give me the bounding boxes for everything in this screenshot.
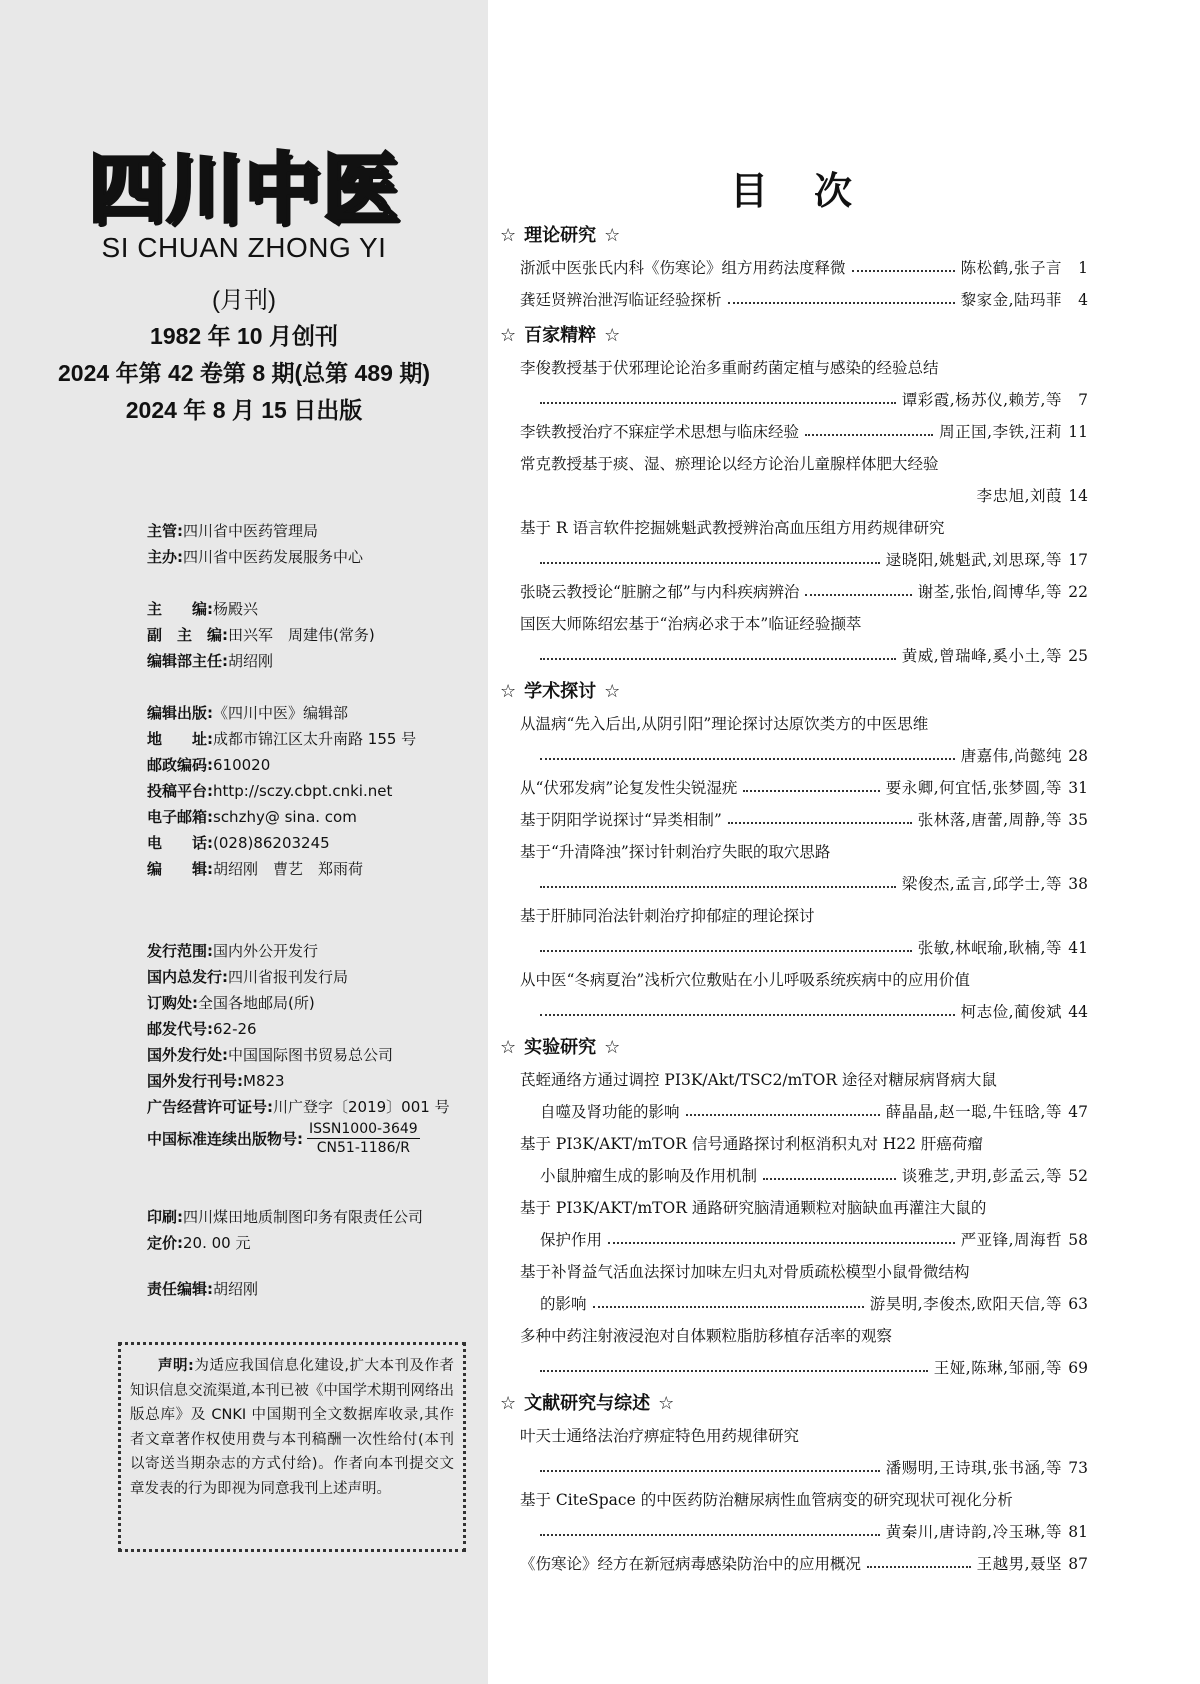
staff-row	[147, 752, 416, 778]
page-number: 41	[1068, 939, 1088, 957]
staff-row	[147, 1016, 450, 1042]
staff-row	[147, 1276, 258, 1302]
star-icon: ☆	[658, 1393, 675, 1414]
staff-row	[147, 1068, 450, 1094]
staff-value: 62-26	[213, 1020, 257, 1038]
article-title: 浙派中医张氏内科《伤寒论》组方用药法度释微	[520, 259, 846, 277]
dot-leader	[593, 1306, 864, 1308]
article-authors: 要永卿,何宜恬,张梦圆,等	[885, 779, 1062, 797]
article-title: 基于阴阳学说探讨“异类相制”	[520, 811, 722, 829]
article-authors: 潘赐明,王诗琪,张书涵,等	[885, 1459, 1062, 1477]
star-icon: ☆	[604, 681, 621, 702]
page-number: 35	[1068, 811, 1088, 829]
page-number: 25	[1068, 647, 1088, 665]
article-title: 基于 PI3K/AKT/mTOR 信号通路探讨利枢消积丸对 H22 肝癌荷瘤	[520, 1135, 983, 1153]
article-title: 《伤寒论》经方在新冠病毒感染防治中的应用概况	[520, 1555, 862, 1573]
page-number: 52	[1068, 1167, 1088, 1185]
staff-row	[147, 856, 416, 882]
staff-label: 印刷:	[147, 1208, 183, 1226]
publication-date: 2024 年 8 月 15 日出版	[125, 397, 363, 423]
section-name: 百家精粹	[524, 325, 597, 346]
article-authors: 梁俊杰,孟言,邱学士,等	[901, 875, 1062, 893]
masthead-panel	[0, 0, 488, 1684]
staff-group-distribution	[147, 938, 450, 1157]
section-name: 理论研究	[524, 225, 597, 246]
toc-entry-line[interactable]	[500, 1128, 1088, 1160]
page-number: 22	[1068, 583, 1088, 601]
toc-entry-line[interactable]	[500, 284, 1088, 316]
staff-row	[147, 596, 375, 622]
std-fraction	[307, 1120, 420, 1157]
toc-entry-line[interactable]	[500, 252, 1088, 284]
notice-label: 声明:	[158, 1358, 194, 1374]
staff-label: 邮发代号:	[147, 1020, 213, 1038]
staff-value: 四川省中医药管理局	[183, 522, 319, 540]
page-number: 73	[1068, 1459, 1088, 1477]
toc-entry-line[interactable]	[500, 836, 1088, 868]
article-title: 从温病“先入后出,从阴引阳”理论探讨达原饮类方的中医思维	[520, 715, 929, 733]
std-label: 中国标准连续出版物号:	[147, 1129, 303, 1148]
section-name: 学术探讨	[524, 681, 597, 702]
page-number: 17	[1068, 551, 1088, 569]
dot-leader	[743, 790, 879, 792]
article-authors: 谈雅芝,尹玥,彭孟云,等	[901, 1167, 1062, 1185]
article-authors: 李忠旭,刘葭	[976, 487, 1062, 505]
founded-date: 1982 年 10 月创刊	[150, 323, 338, 349]
page-number: 87	[1068, 1555, 1088, 1573]
article-authors: 薛晶晶,赵一聪,牛钰晗,等	[885, 1103, 1062, 1121]
toc-entry-line[interactable]	[500, 1452, 1088, 1484]
copyright-notice	[118, 1342, 466, 1552]
article-title: 的影响	[540, 1295, 587, 1313]
toc-entry-line[interactable]	[500, 1224, 1088, 1256]
staff-label: 国内总发行:	[147, 968, 228, 986]
staff-label: 主办:	[147, 548, 183, 566]
toc-entry-line[interactable]	[500, 1096, 1088, 1128]
dot-leader	[805, 594, 911, 596]
issn: ISSN1000-3649	[309, 1121, 418, 1137]
article-authors: 严亚锋,周海哲	[960, 1231, 1062, 1249]
star-icon: ☆	[500, 325, 517, 346]
staff-label: 投稿平台:	[147, 782, 213, 800]
article-title: 从“伏邪发病”论复发性尖锐湿疣	[520, 779, 738, 797]
staff-row	[147, 990, 450, 1016]
toc-entry-line[interactable]	[500, 416, 1088, 448]
toc-section-heading	[500, 220, 1088, 252]
dot-leader	[540, 1370, 928, 1372]
article-authors: 周正国,李铁,汪莉	[939, 423, 1062, 441]
article-authors: 唐嘉伟,尚懿纯	[960, 747, 1062, 765]
toc-entry-line[interactable]	[500, 544, 1088, 576]
toc-entry-line[interactable]	[500, 480, 1088, 512]
toc-entry-line[interactable]	[500, 1420, 1088, 1452]
staff-value: 四川省报刊发行局	[228, 968, 349, 986]
page-number: 1	[1078, 259, 1088, 277]
toc-section-heading	[500, 1032, 1088, 1064]
page-number: 11	[1068, 423, 1088, 441]
article-authors: 张林落,唐蕾,周静,等	[917, 811, 1062, 829]
article-authors: 柯志俭,蔺俊斌	[960, 1003, 1062, 1021]
toc-entry-line[interactable]	[500, 964, 1088, 996]
staff-label: 邮政编码:	[147, 756, 213, 774]
page-number: 14	[1068, 487, 1088, 505]
article-authors: 张敏,林岷瑜,耿楠,等	[917, 939, 1062, 957]
staff-label: 订购处:	[147, 994, 198, 1012]
page-number: 58	[1068, 1231, 1088, 1249]
staff-value: 《四川中医》编辑部	[213, 704, 349, 722]
staff-label: 广告经营许可证号:	[147, 1098, 273, 1116]
toc-entry-line[interactable]	[500, 512, 1088, 544]
toc-entry-line[interactable]	[500, 900, 1088, 932]
staff-value: M823	[243, 1072, 285, 1090]
toc-entry-line[interactable]	[500, 640, 1088, 672]
staff-row	[147, 518, 363, 544]
toc-entry-line[interactable]	[500, 1548, 1088, 1580]
article-authors: 王越男,聂坚	[976, 1555, 1062, 1573]
staff-row	[147, 830, 416, 856]
dot-leader	[763, 1178, 896, 1180]
article-title: 芪蛭通络方通过调控 PI3K/Akt/TSC2/mTOR 途径对糖尿病肾病大鼠	[520, 1071, 997, 1089]
toc-section-heading	[500, 320, 1088, 352]
dot-leader	[540, 758, 955, 760]
toc-entry-line[interactable]	[500, 804, 1088, 836]
dot-leader	[540, 886, 896, 888]
staff-value: 胡绍刚	[228, 652, 274, 670]
cn-number: CN51-1186/R	[316, 1140, 410, 1156]
page-number: 44	[1068, 1003, 1088, 1021]
star-icon: ☆	[500, 681, 517, 702]
dot-leader	[540, 950, 912, 952]
article-title: 李俊教授基于伏邪理论论治多重耐药菌定植与感染的经验总结	[520, 359, 939, 377]
issue-number: 2024 年第 42 卷第 8 期(总第 489 期)	[58, 360, 430, 386]
page-number: 69	[1068, 1359, 1088, 1377]
article-title: 基于肝肺同治法针刺治疗抑郁症的理论探讨	[520, 907, 815, 925]
journal-title: 四川中医	[88, 144, 400, 233]
toc-section-heading	[500, 1388, 1088, 1420]
star-icon: ☆	[500, 1037, 517, 1058]
article-title: 基于补肾益气活血法探讨加味左归丸对骨质疏松模型小鼠骨微结构	[520, 1263, 970, 1281]
staff-value: 川广登字〔2019〕001 号	[273, 1098, 450, 1116]
article-title: 保护作用	[540, 1231, 603, 1249]
staff-label: 责任编辑:	[147, 1280, 213, 1298]
staff-value: 杨殿兴	[213, 600, 259, 618]
staff-row	[147, 1204, 423, 1230]
staff-row	[147, 938, 450, 964]
staff-label: 副 主 编:	[147, 626, 228, 644]
toc-entry-line[interactable]	[500, 448, 1088, 480]
staff-group-responsible	[147, 1276, 258, 1302]
article-title: 基于 R 语言软件挖掘姚魁武教授辨治高血压组方用药规律研究	[520, 519, 945, 537]
toc-entry-line[interactable]	[500, 996, 1088, 1028]
staff-label: 主管:	[147, 522, 183, 540]
staff-value: 成都市锦江区太升南路 155 号	[213, 730, 417, 748]
article-title: 基于“升清降浊”探讨针刺治疗失眠的取穴思路	[520, 843, 831, 861]
toc-title: 目次	[730, 169, 899, 213]
staff-label: 国外发行刊号:	[147, 1072, 243, 1090]
staff-value: (028)86203245	[213, 834, 330, 852]
toc-entry-line[interactable]	[500, 932, 1088, 964]
dot-leader	[540, 562, 880, 564]
notice-text: 为适应我国信息化建设,扩大本刊及作者知识信息交流渠道,本刊已被《中国学术期刊网络出版总库》及 CNKI 中国期刊全文数据库收录,其作者文章著作权使用费与本刊稿酬一次性给付(本刊以寄送当期杂志的方式付给)。作者向本刊提交文章发表的行为即视为同意我刊上述声明。	[130, 1358, 454, 1497]
toc-entry-line[interactable]	[500, 1484, 1088, 1516]
page-number: 4	[1078, 291, 1088, 309]
staff-row	[147, 622, 375, 648]
page-number: 7	[1078, 391, 1088, 409]
article-authors: 谭彩霞,杨苏仪,赖芳,等	[901, 391, 1062, 409]
toc-entry-line[interactable]	[500, 352, 1088, 384]
dot-leader	[540, 658, 896, 660]
staff-value: 全国各地邮局(所)	[198, 994, 315, 1012]
dot-leader	[540, 1534, 880, 1536]
page-number: 47	[1068, 1103, 1088, 1121]
article-authors: 逯晓阳,姚魁武,刘思琛,等	[885, 551, 1062, 569]
toc-entry-line[interactable]	[500, 772, 1088, 804]
staff-group-editors	[147, 596, 375, 674]
section-name: 文献研究与综述	[524, 1393, 651, 1414]
staff-label: 编辑部主任:	[147, 652, 228, 670]
staff-value: schzhy@ sina. com	[213, 808, 357, 826]
dot-leader	[805, 434, 933, 436]
article-authors: 游昊明,李俊杰,欧阳天信,等	[869, 1295, 1062, 1313]
staff-value: 田兴军 周建伟(常务)	[228, 626, 375, 644]
staff-row	[147, 778, 416, 804]
staff-value: 610020	[213, 756, 271, 774]
toc-entry-line[interactable]	[500, 1320, 1088, 1352]
star-icon: ☆	[604, 1037, 621, 1058]
staff-row	[147, 648, 375, 674]
staff-row	[147, 726, 416, 752]
article-title: 常克教授基于痰、湿、瘀理论以经方论治儿童腺样体肥大经验	[520, 455, 939, 473]
staff-value: 四川煤田地质制图印务有限责任公司	[183, 1208, 424, 1226]
staff-label: 编辑出版:	[147, 704, 213, 722]
article-authors: 陈松鹤,张子言	[960, 259, 1062, 277]
staff-label: 发行范围:	[147, 942, 213, 960]
staff-label: 电 话:	[147, 834, 213, 852]
article-title: 龚廷贤辨治泄泻临证经验探析	[520, 291, 722, 309]
article-authors: 黄秦川,唐诗韵,冷玉琳,等	[885, 1523, 1062, 1541]
article-title: 基于 CiteSpace 的中医药防治糖尿病性血管病变的研究现状可视化分析	[520, 1491, 1013, 1509]
article-title: 叶天士通络法治疗痹症特色用药规律研究	[520, 1427, 800, 1445]
article-title: 李铁教授治疗不寐症学术思想与临床经验	[520, 423, 800, 441]
table-of-contents	[500, 216, 1088, 1580]
standard-serial-number	[147, 1120, 450, 1157]
article-title: 多种中药注射液浸泡对自体颗粒脂肪移植存活率的观察	[520, 1327, 893, 1345]
star-icon: ☆	[500, 225, 517, 246]
toc-section-heading	[500, 676, 1088, 708]
staff-label: 国外发行处:	[147, 1046, 228, 1064]
article-authors: 黄威,曾瑞峰,奚小土,等	[901, 647, 1062, 665]
staff-row	[147, 1042, 450, 1068]
dot-leader	[540, 499, 971, 500]
article-authors: 王娅,陈琳,邹丽,等	[933, 1359, 1062, 1377]
staff-value: 中国国际图书贸易总公司	[228, 1046, 394, 1064]
toc-entry-line[interactable]	[500, 1352, 1088, 1384]
dot-leader	[728, 302, 955, 304]
section-name: 实验研究	[524, 1037, 597, 1058]
staff-label: 电子邮箱:	[147, 808, 213, 826]
article-title: 基于 PI3K/AKT/mTOR 通路研究脑清通颗粒对脑缺血再灌注大鼠的	[520, 1199, 987, 1217]
toc-entry-line[interactable]	[500, 1516, 1088, 1548]
staff-value: http://sczy.cbpt.cnki.net	[213, 782, 393, 800]
toc-entry-line[interactable]	[500, 1288, 1088, 1320]
staff-row	[147, 1094, 450, 1120]
toc-entry-line[interactable]	[500, 708, 1088, 740]
staff-label: 定价:	[147, 1234, 183, 1252]
page-number: 28	[1068, 747, 1088, 765]
article-title: 自噬及肾功能的影响	[540, 1103, 680, 1121]
staff-row	[147, 700, 416, 726]
article-authors: 谢荃,张怡,阎博华,等	[917, 583, 1062, 601]
dot-leader	[540, 402, 896, 404]
article-title: 张晓云教授论“脏腑之郁”与内科疾病辨治	[520, 583, 800, 601]
staff-value: 胡绍刚 曹艺 郑雨荷	[213, 860, 364, 878]
dot-leader	[867, 1566, 971, 1568]
dot-leader	[608, 1242, 955, 1244]
staff-row	[147, 544, 363, 570]
dot-leader	[852, 270, 955, 272]
staff-value: 20. 00 元	[183, 1234, 251, 1252]
staff-label: 编 辑:	[147, 860, 213, 878]
article-title: 小鼠肿瘤生成的影响及作用机制	[540, 1167, 758, 1185]
journal-pinyin: SI CHUAN ZHONG YI	[101, 232, 387, 263]
article-title: 国医大师陈绍宏基于“治病必求于本”临证经验撷萃	[520, 615, 862, 633]
dot-leader	[540, 1470, 880, 1472]
star-icon: ☆	[604, 225, 621, 246]
toc-entry-line[interactable]	[500, 576, 1088, 608]
staff-row	[147, 964, 450, 990]
staff-value: 国内外公开发行	[213, 942, 319, 960]
toc-entry-line[interactable]	[500, 608, 1088, 640]
staff-row	[147, 1230, 423, 1256]
article-authors: 黎家金,陆玛菲	[960, 291, 1062, 309]
toc-entry-line[interactable]	[500, 740, 1088, 772]
frequency: (月刊)	[212, 287, 276, 314]
page-number: 38	[1068, 875, 1088, 893]
staff-value: 胡绍刚	[213, 1280, 259, 1298]
toc-entry-line[interactable]	[500, 1064, 1088, 1096]
article-title: 从中医“冬病夏治”浅析穴位敷贴在小儿呼吸系统疾病中的应用价值	[520, 971, 970, 989]
staff-label: 主 编:	[147, 600, 213, 618]
staff-group-sponsor	[147, 518, 363, 570]
toc-entry-line[interactable]	[500, 1160, 1088, 1192]
staff-label: 地 址:	[147, 730, 213, 748]
toc-entry-line[interactable]	[500, 1256, 1088, 1288]
toc-entry-line[interactable]	[500, 384, 1088, 416]
page-number: 81	[1068, 1523, 1088, 1541]
staff-row	[147, 804, 416, 830]
page-number: 63	[1068, 1295, 1088, 1313]
staff-group-print	[147, 1204, 423, 1256]
staff-group-contact	[147, 700, 416, 882]
dot-leader	[728, 822, 912, 824]
toc-entry-line[interactable]	[500, 1192, 1088, 1224]
star-icon: ☆	[500, 1393, 517, 1414]
dot-leader	[540, 1014, 955, 1016]
star-icon: ☆	[604, 325, 621, 346]
dot-leader	[686, 1114, 880, 1116]
staff-value: 四川省中医药发展服务中心	[183, 548, 364, 566]
page-number: 31	[1068, 779, 1088, 797]
toc-entry-line[interactable]	[500, 868, 1088, 900]
